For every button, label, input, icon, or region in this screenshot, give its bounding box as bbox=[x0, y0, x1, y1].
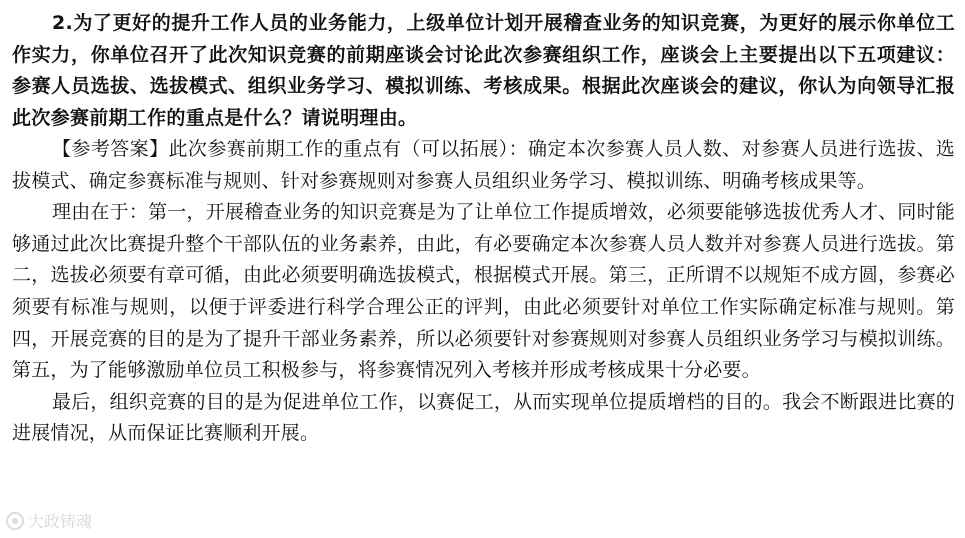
watermark-logo-icon bbox=[6, 512, 24, 530]
answer-paragraph-reasons: 理由在于：第一，开展稽查业务的知识竞赛是为了让单位工作提质增效，必须要能够选拔优秀人才、同时能够通过此次比赛提升整个干部队伍的业务素养，由此，有必要确定本次参赛人员人数并对参赛人员进行选拔。第二，选拔必须要有章可循，由此必须要明确选拔模式，根据模式开展。第三，正所谓不以规矩不成方圆，参赛必须要有标准与规则，以便于评委进行科学合理公正的评判，由此必须要针对单位工作实际确定标准与规则。第四，开展竞赛的目的是为了提升干部业务素养，所以必须要针对参赛规则对参赛人员组织业务学习与模拟训练。第五，为了能够激励单位员工积极参与，将参赛情况列入考核并形成考核成果十分必要。 bbox=[12, 201, 955, 382]
watermark bbox=[6, 509, 92, 532]
answer-paragraph-conclusion: 最后，组织竞赛的目的是为促进单位工作，以赛促工，从而实现单位提质增档的目的。我会不断跟进比赛的进展情况，从而保证比赛顺利开展。 bbox=[12, 390, 955, 445]
watermark-text: 大政铸魂 bbox=[28, 512, 93, 531]
answer-block bbox=[12, 134, 955, 450]
question-text: 2.为了更好的提升工作人员的业务能力，上级单位计划开展稽查业务的知识竞赛，为更好的展示你单位工作实力，你单位召开了此次知识竞赛的前期座谈会讨论此次参赛组织工作，座谈会上主要提出以下五项建议：参赛人员选拔、选拔模式、组织业务学习、模拟训练、考核成果。根据此次座谈会的建议，你认为向领导汇报此次参赛前期工作的重点是什么？请说明理由。 bbox=[12, 12, 955, 129]
answer-paragraph-reference: 【参考答案】此次参赛前期工作的重点有（可以拓展）：确定本次参赛人员人数、对参赛人员进行选拔、选拔模式、确定参赛标准与规则、针对参赛规则对参赛人员组织业务学习、模拟训练、明确考核成果等。 bbox=[12, 138, 955, 192]
